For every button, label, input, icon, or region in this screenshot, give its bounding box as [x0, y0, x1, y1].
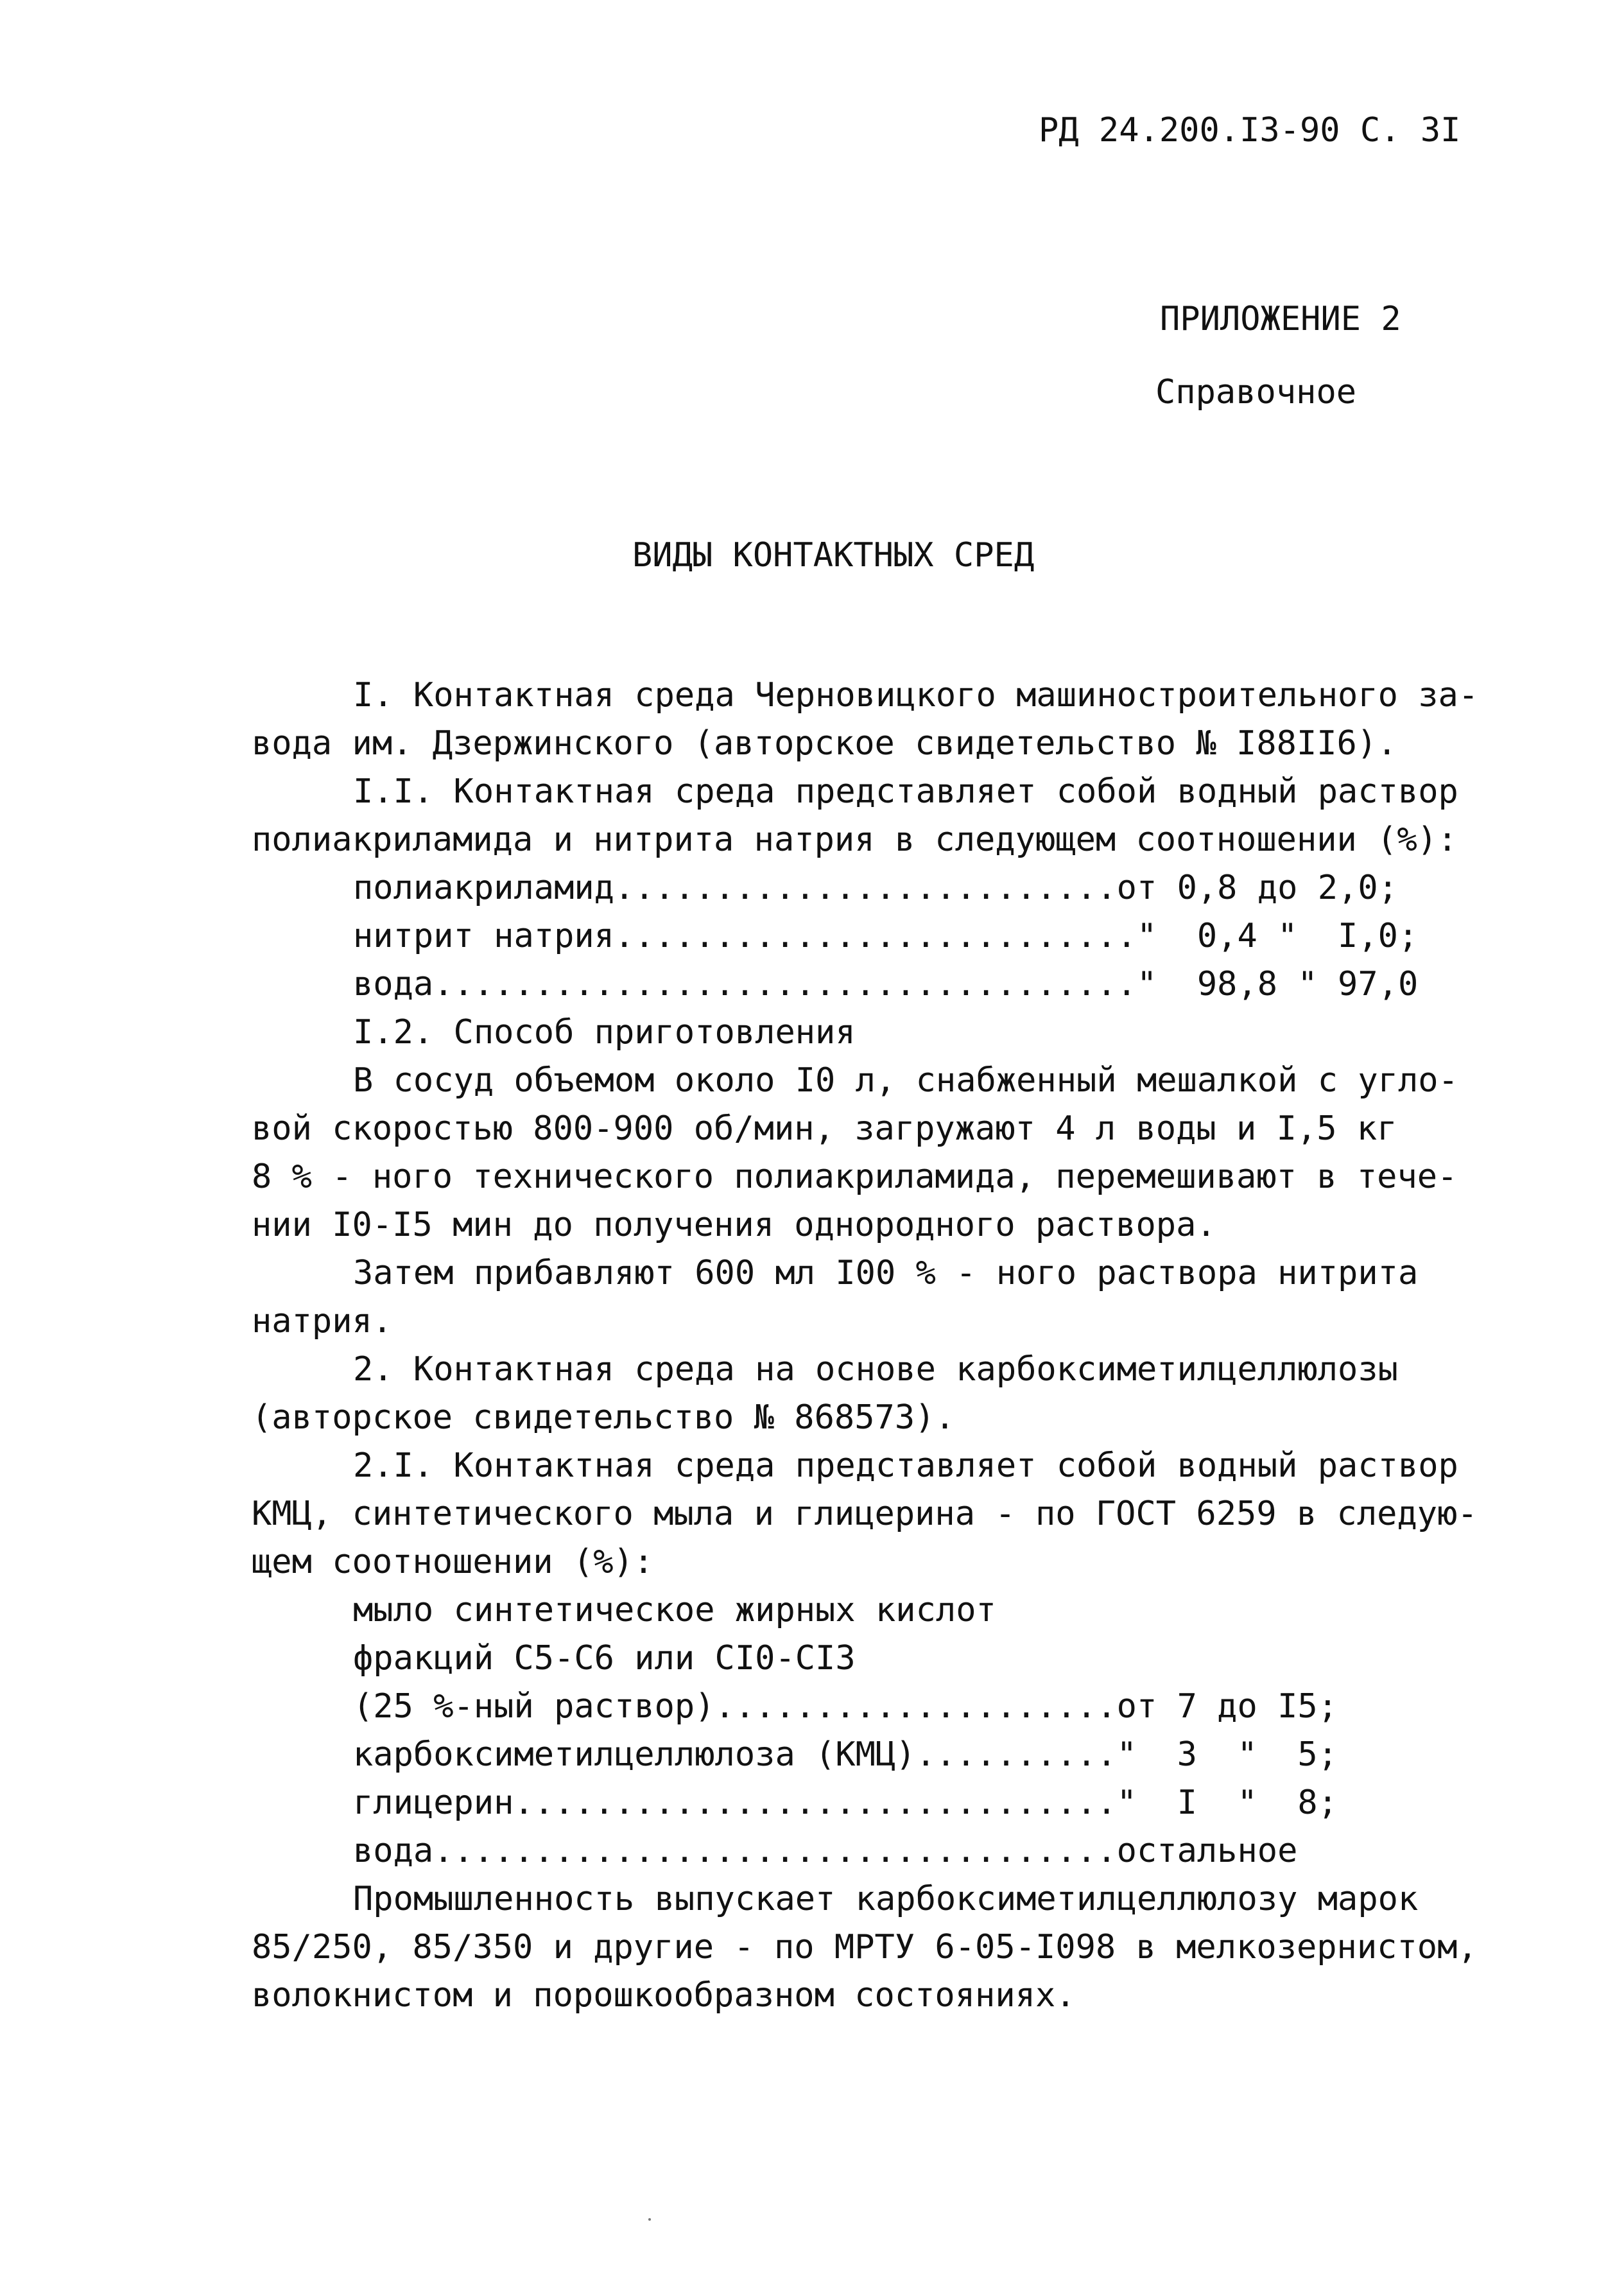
- body-text-line: волокнистом и порошкообразном состояниях.: [252, 1976, 1076, 2015]
- body-text-line: натрия.: [252, 1302, 393, 1341]
- body-text-line: (25 %-ный раствор)....................от 7 до I5;: [353, 1687, 1338, 1726]
- body-text-line: I. Контактная среда Черновицкого машиностроительного за-: [353, 676, 1479, 715]
- body-text-line: Затем прибавляют 600 мл I00 % - ного раствора нитрита: [353, 1254, 1419, 1292]
- body-text-line: 85/250, 85/350 и другие - по МРТУ 6-05-I098 в мелкозернистом,: [252, 1928, 1478, 1966]
- body-text-line: щем соотношении (%):: [252, 1543, 654, 1581]
- document-body: [252, 672, 1484, 2020]
- document-title: ВИДЫ КОНТАКТНЫХ СРЕД: [632, 536, 1035, 575]
- body-text-line: полиакриламида и нитрита натрия в следующем соотношении (%):: [252, 820, 1458, 859]
- body-text-line: I.2. Способ приготовления: [353, 1013, 856, 1052]
- body-text-line: I.I. Контактная среда представляет собой водный раствор: [353, 772, 1458, 811]
- body-text-line: фракций С5-С6 или СI0-СI3: [353, 1639, 856, 1678]
- body-text-line: глицерин.............................." I " 8;: [353, 1784, 1338, 1822]
- body-text-line: полиакриламид.........................от 0,8 до 2,0;: [353, 869, 1398, 907]
- body-text-line: вода им. Дзержинского (авторское свидетельство № I88II6).: [252, 724, 1397, 763]
- body-text-line: вой скоростью 800-900 об/мин, загружают 4 л воды и I,5 кг: [252, 1109, 1397, 1148]
- body-text-line: нии I0-I5 мин до получения однородного раствора.: [252, 1206, 1216, 1244]
- body-text-line: КМЦ, синтетического мыла и глицерина - по ГОСТ 6259 в следую-: [252, 1495, 1478, 1533]
- document-reference-header: РД 24.200.I3-90 С. 3I: [1039, 111, 1461, 150]
- appendix-subtitle: Справочное: [1155, 373, 1357, 412]
- body-text-line: Промышленность выпускает карбоксиметилцеллюлозу марок: [353, 1880, 1419, 1918]
- body-text-line: В сосуд объемом около I0 л, снабженный мешалкой с угло-: [353, 1061, 1458, 1100]
- body-text-line: карбоксиметилцеллюлоза (КМЦ).........." 3 " 5;: [353, 1735, 1338, 1774]
- body-text-line: нитрит натрия.........................." 0,4 " I,0;: [353, 917, 1419, 955]
- body-text-line: вода..................................остальное: [353, 1832, 1298, 1870]
- body-text-line: вода..................................." 98,8 " 97,0: [353, 965, 1419, 1003]
- body-text-line: 2. Контактная среда на основе карбоксиметилцеллюлозы: [353, 1350, 1398, 1389]
- body-text-line: (авторское свидетельство № 868573).: [252, 1398, 955, 1437]
- body-text-line: 8 % - ного технического полиакриламида, перемешивают в тече-: [252, 1158, 1458, 1196]
- scan-speck: [648, 2218, 651, 2221]
- body-text-line: 2.I. Контактная среда представляет собой водный раствор: [353, 1446, 1458, 1485]
- appendix-title: ПРИЛОЖЕНИЕ 2: [1160, 300, 1401, 338]
- body-text-line: мыло синтетическое жирных кислот: [353, 1591, 996, 1629]
